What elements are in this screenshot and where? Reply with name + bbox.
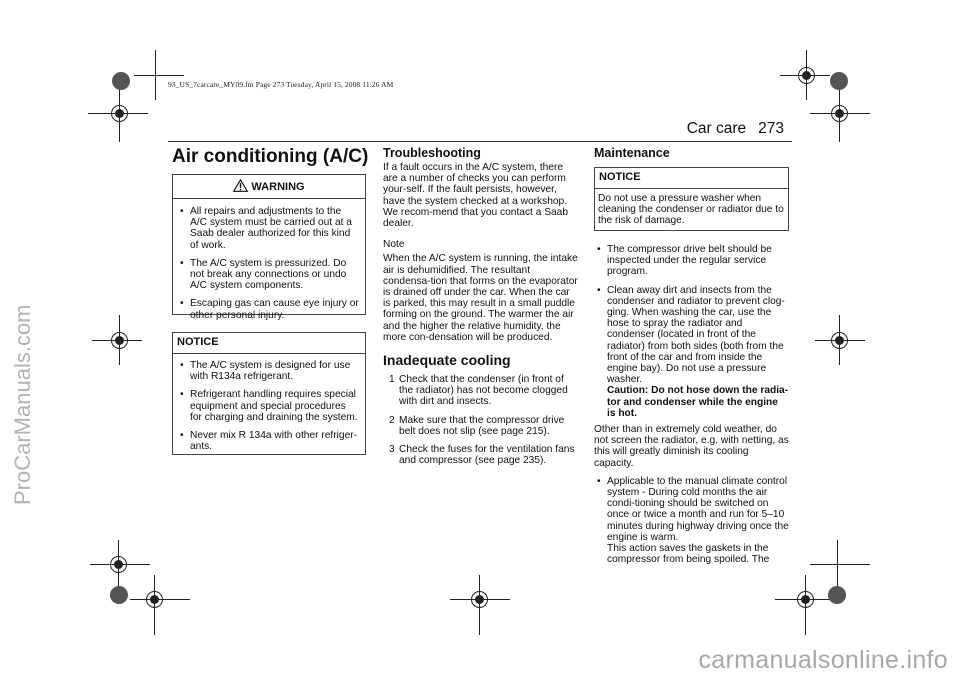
list-item: • The compressor drive belt should be inspected under the regular service program. <box>594 244 789 278</box>
warning-list <box>173 199 365 321</box>
registration-mark-top-right-inner <box>780 50 830 100</box>
inadequate-cooling-heading: Inadequate cooling <box>383 352 511 369</box>
header-rule <box>168 141 792 142</box>
list-item <box>383 444 579 466</box>
troubleshooting-heading: Troubleshooting <box>383 146 481 160</box>
maintenance-heading: Maintenance <box>594 146 670 160</box>
list-item: • All repairs and adjustments to the A/C system must be carried out at a Saab dealer authorized for this kind of work. <box>177 206 359 251</box>
page-header <box>675 120 784 138</box>
page-number: 273 <box>758 120 784 137</box>
warning-title-text: WARNING <box>251 181 305 193</box>
list-item-text: Clean away dirt and insects from the condenser and radiator to prevent clog-ging. When washing the car, use the hose to spray the radiator and condenser (located in front of the radiator) from both sides (both from the front of the car and from inside the engine bay). Do not use a pressure washer. <box>607 284 785 386</box>
list-item <box>594 285 789 419</box>
registration-dot-top-left <box>112 72 130 90</box>
note-text: When the A/C system is running, the intake air is dehumidified. The resultant condensa-tion that forms on the evaporator is drained off under the car. When the car is parked, this may result in a small puddle forming on the ground. The warmer the air and the higher the relative humidity, the more con-densation will be produced. <box>383 253 578 343</box>
column-3 <box>594 146 789 572</box>
step-text: Check the fuses for the ventilation fans and compressor (see page 235). <box>399 444 575 467</box>
list-item: • The A/C system is pressurized. Do not break any connections or undo A/C system components. <box>177 258 359 292</box>
notice-title: NOTICE <box>595 168 788 189</box>
step-text: Make sure that the compressor drive belt does not slip (see page 215). <box>399 414 565 437</box>
caution-text: Caution: Do not hose down the radia-tor and condenser while the engine is hot. <box>607 385 789 419</box>
registration-dot-bottom-right <box>828 586 846 604</box>
notice-list <box>173 354 365 452</box>
list-item <box>383 415 579 437</box>
notice-text: Do not use a pressure washer when cleaning the condenser or radiator due to the risk of damage. <box>598 193 784 227</box>
step-number: 2 <box>389 414 395 426</box>
warning-box <box>172 174 366 321</box>
warning-icon <box>233 179 248 195</box>
maintenance-list-2 <box>594 476 789 566</box>
inadequate-cooling-steps <box>383 374 579 466</box>
column-2 <box>383 146 579 473</box>
list-item: • Escaping gas can cause eye injury or other personal injury. <box>177 298 359 320</box>
registration-mark-mid-left <box>92 315 142 365</box>
warning-title <box>173 175 365 199</box>
side-watermark-text: ProCarManuals.com <box>10 304 35 505</box>
list-item: • Never mix R 134a with other refriger-ants. <box>177 430 359 452</box>
list-item: • Refrigerant handling requires special equipment and special procedures for charging and draining the system. <box>177 389 359 423</box>
step-text: Check that the condenser (in front of the radiator) has not become clogged with dirt and insects. <box>399 374 568 408</box>
list-item: • The A/C system is designed for use with R134a refrigerant. <box>177 360 359 382</box>
notice-title: NOTICE <box>173 333 365 354</box>
troubleshooting-text: If a fault occurs in the A/C system, there are a number of checks you can perform your-self. If the fault persists, however, have the system checked at a workshop. We recom-mend that you contact a Saab dealer. <box>383 162 568 230</box>
side-watermark <box>10 255 36 505</box>
registration-mark-mid-right <box>815 315 865 365</box>
notice-box-col1 <box>172 332 366 455</box>
footer-watermark: carmanualsonline.info <box>698 646 948 674</box>
registration-mark-top-left-inner <box>134 50 184 100</box>
list-item <box>383 374 579 408</box>
registration-dot-bottom-left <box>110 586 128 604</box>
step-number: 3 <box>389 444 395 456</box>
print-header: 93_US_7carcare_MY09.fm Page 273 Tuesday, April 15, 2008 11:26 AM <box>168 80 394 89</box>
step-number: 1 <box>389 374 395 386</box>
notice-box-col3 <box>594 167 789 231</box>
page-title: Air conditioning (A/C) <box>172 146 369 167</box>
registration-mark-bottom-left-inner <box>130 575 190 635</box>
registration-mark-bottom-center <box>450 575 510 635</box>
list-item-text: Applicable to the manual climate control system - During cold months the air condi-tioning should be switched on once or twice a month and run for 5–10 minutes during highway driving once the engine is warm. <box>607 475 789 543</box>
registration-dot-top-right <box>830 72 848 90</box>
maintenance-list <box>594 244 789 419</box>
section-title: Car care <box>686 120 747 137</box>
list-item <box>594 476 789 566</box>
maintenance-paragraph: Other than in extremely cold weather, do not screen the radiator, e.g. with netting, as this will greatly diminish its cooling capacity. <box>594 424 789 469</box>
list-item-continuation: This action saves the gaskets in the compressor from being spoiled. The <box>607 543 770 566</box>
note-heading: Note <box>383 239 405 251</box>
